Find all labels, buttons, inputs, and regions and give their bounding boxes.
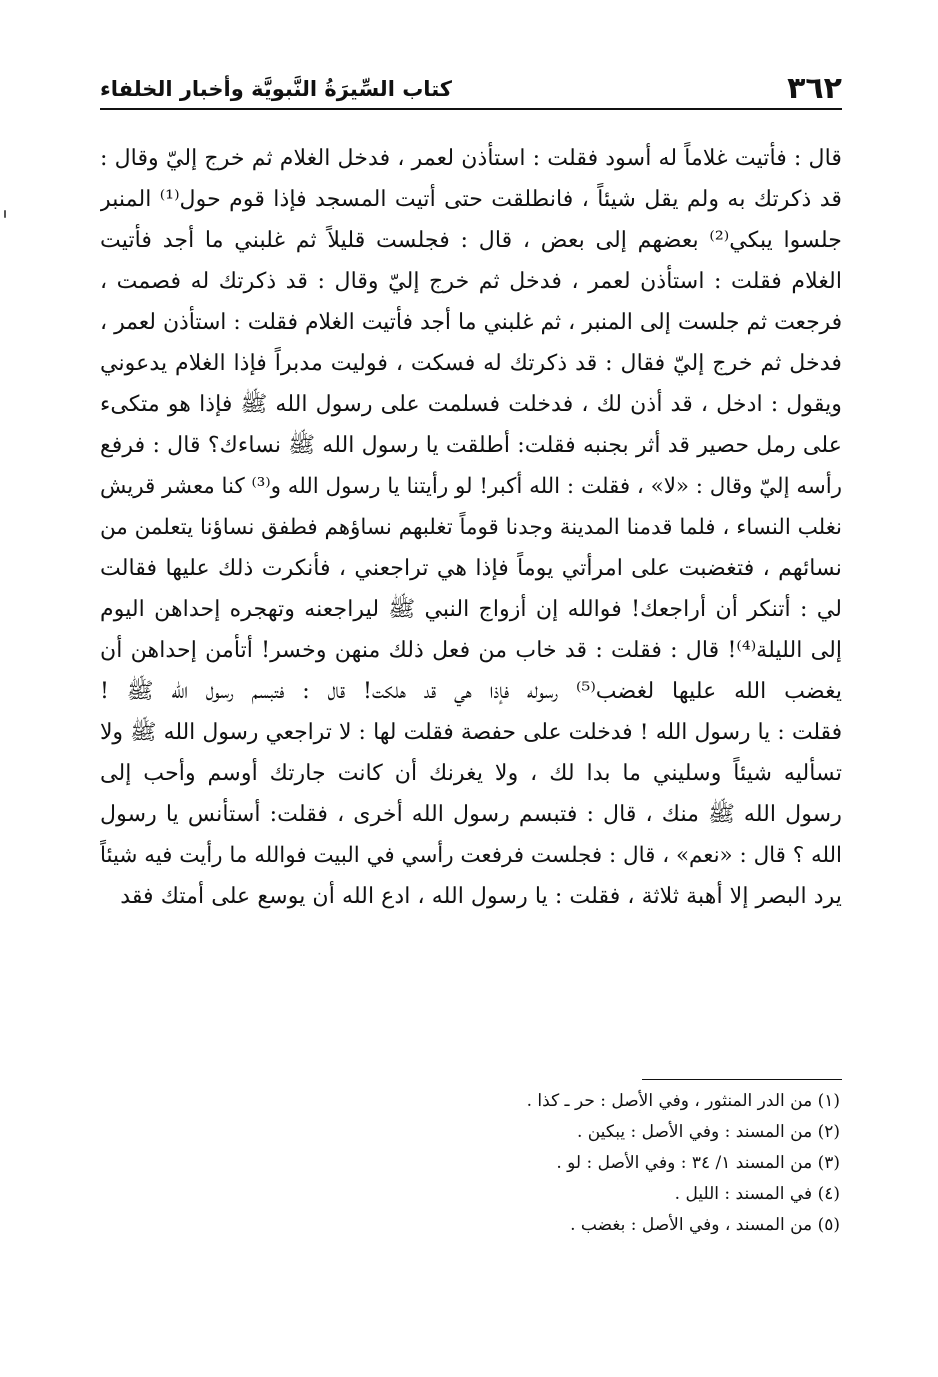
text-line: تسأليه شيئاً وسليني ما بدا لك ، ولا يغرنك أن كانت جارتك أوسم وأحب إلى [100, 760, 842, 786]
text-line: يرد البصر إلا أهبة ثلاثة ، فقلت : يا رسول الله ، ادع الله أن يوسع على أمتك فقد [120, 883, 842, 909]
footnote: (٣) من المسند ١/ ٣٤ : وفي الأصل : لو . [556, 1153, 840, 1173]
footnote: (٢) من المسند : وفي الأصل : يبكين . [576, 1122, 840, 1142]
text-line: فدخل ثم خرج إليّ فقال : قد ذكرتك له فسكت ، فوليت مدبراً فإذا الغلام يدعوني [100, 350, 842, 376]
text-line: لي : أتنكر أن أراجعك! فوالله إن أزواج النبي ﷺ ليراجعنه وتهجره إحداهن اليوم [100, 596, 842, 622]
text-line: رسول الله ﷺ منك ، قال : فتبسم رسول الله أخرى ، فقلت: أستأنس يا رسول [100, 801, 842, 827]
footnote: (٥) من المسند ، وفي الأصل : بغضب . [570, 1215, 840, 1235]
footnote: (٤) في المسند : الليل . [674, 1184, 840, 1204]
page-number: ٣٦٢ [787, 71, 842, 106]
text-line: الله ؟ قال : «نعم» ، قال : فجلست فرفعت رأسي في البيت فوالله ما رأيت فيه شيئاً [100, 843, 842, 868]
text-line: نغلب النساء ، فلما قدمنا المدينة وجدنا قوماً تغلبهم نساؤهم فطفق نساؤنا يتعلمن من [100, 515, 842, 540]
footnote-separator [642, 1079, 842, 1080]
page-header [100, 64, 842, 108]
text-line: قد ذكرتك به ولم يقل شيئاً ، فانطلقت حتى أتيت المسجد فإذا قوم حول⁽¹⁾ المنبر [100, 186, 842, 212]
text-line: قال : فأتيت غلاماً له أسود فقلت : استأذن لعمر ، فدخل الغلام ثم خرج إليّ وقال : [100, 145, 842, 171]
text-line: فرجعت ثم جلست إلى المنبر ، ثم غلبني ما أجد فأتيت الغلام فقلت : استأذن لعمر ، [100, 310, 842, 335]
text-line: الغلام فقلت : استأذن لعمر ، فدخل ثم خرج إليّ وقال : قد ذكرتك له فصمت ، [100, 268, 842, 294]
header-rule [100, 108, 842, 110]
text-line: فقلت : يا رسول الله ! فدخلت على حفصة فقلت لها : لا تراجعي رسول الله ﷺ ولا [100, 720, 842, 745]
running-title: كتاب السِّيرَةُ النَّبويَّة وأخبار الخلفاء [100, 77, 452, 101]
main-text [100, 138, 842, 917]
text-line: جلسوا يبكي⁽²⁾ بعضهم إلى بعض ، قال : فجلست قليلاً ثم غلبني ما أجد فأتيت [100, 227, 842, 253]
text-line: إلى الليلة⁽⁴⁾! قال : فقلت : قد خاب من فعل ذلك منهن وخسر! أتأمن إحداهن أن [100, 637, 842, 663]
footnotes [300, 1086, 840, 1241]
scan-speck [4, 210, 6, 218]
text-line: على رمل حصير قد أثر بجنبه فقلت: أطلقت يا رسول الله ﷺ نساءك؟ قال : فرفع [100, 432, 842, 458]
text-line: يغضب الله عليها لغضب⁽⁵⁾ رسوله فإذا هي قد هلكت! قال : فتبسم رسول الله ﷺ ! [100, 678, 842, 704]
text-line: ويقول : ادخل ، قد أذن لك ، فدخلت فسلمت على رسول الله ﷺ فإذا هو متكىء [100, 391, 842, 417]
footnote: (١) من الدر المنثور ، وفي الأصل : حر ـ كذا . [526, 1091, 840, 1111]
text-line: رأسه إليّ وقال : «لا» ، فقلت : الله أكبر! لو رأيتنا يا رسول الله و⁽³⁾ كنا معشر قريش [100, 474, 842, 499]
text-line: نسائهم ، فتغضبت على امرأتي يوماً فإذا هي تراجعني ، فأنكرت ذلك عليها فقالت [100, 555, 842, 581]
